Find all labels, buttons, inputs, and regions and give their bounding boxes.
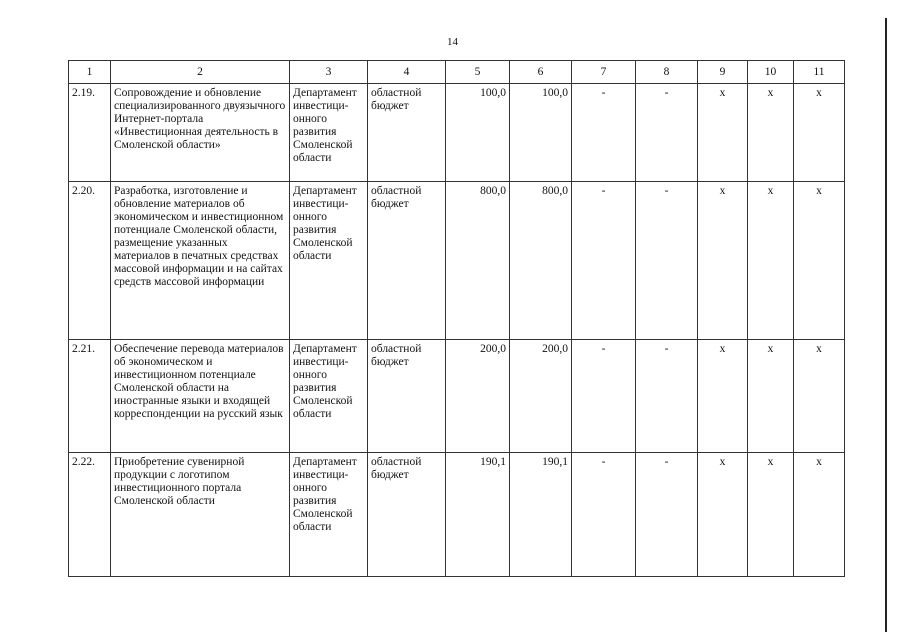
row-executor: Департамент инвестици-онного развития Смоленской области <box>290 182 368 340</box>
page-number: 14 <box>447 36 458 48</box>
row-activity-name: Приобретение сувенирной продукции с логотипом инвестиционного портала Смоленской области <box>111 453 290 577</box>
row-col11-value: х <box>794 340 845 453</box>
column-header: 6 <box>510 61 572 84</box>
table-row <box>69 340 845 453</box>
row-col9-value: х <box>698 182 748 340</box>
row-activity-name: Обеспечение перевода материалов об экономическом и инвестиционном потенциале Смоленской области на иностранные языки и входящей корреспонденции на русский язык <box>111 340 290 453</box>
row-col10-value: х <box>748 453 794 577</box>
column-header: 7 <box>572 61 636 84</box>
row-executor: Департамент инвестици-онного развития Смоленской области <box>290 453 368 577</box>
row-col11-value: х <box>794 453 845 577</box>
row-total-value: 100,0 <box>446 84 510 182</box>
column-header: 8 <box>636 61 698 84</box>
program-activities-table <box>68 60 845 577</box>
row-col8-value: - <box>636 340 698 453</box>
table-row <box>69 453 845 577</box>
row-total-value: 800,0 <box>446 182 510 340</box>
row-col7-value: - <box>572 453 636 577</box>
row-year-value: 190,1 <box>510 453 572 577</box>
row-col8-value: - <box>636 182 698 340</box>
row-col9-value: х <box>698 84 748 182</box>
row-total-value: 190,1 <box>446 453 510 577</box>
row-col9-value: х <box>698 453 748 577</box>
row-funding-source: областной бюджет <box>368 84 446 182</box>
row-total-value: 200,0 <box>446 340 510 453</box>
column-header: 9 <box>698 61 748 84</box>
row-id: 2.20. <box>69 182 111 340</box>
row-col7-value: - <box>572 182 636 340</box>
row-col8-value: - <box>636 453 698 577</box>
column-header: 3 <box>290 61 368 84</box>
row-id: 2.21. <box>69 340 111 453</box>
row-activity-name: Разработка, изготовление и обновление материалов об экономическом и инвестиционном потенциале Смоленской области, размещение указанных материалов в печатных средствах массовой информации и на сайтах средств массовой информации <box>111 182 290 340</box>
row-col7-value: - <box>572 340 636 453</box>
row-col7-value: - <box>572 84 636 182</box>
column-header: 5 <box>446 61 510 84</box>
row-col10-value: х <box>748 340 794 453</box>
column-header: 10 <box>748 61 794 84</box>
column-header: 1 <box>69 61 111 84</box>
page-edge-line <box>885 18 887 632</box>
row-funding-source: областной бюджет <box>368 182 446 340</box>
row-col10-value: х <box>748 84 794 182</box>
column-header: 2 <box>111 61 290 84</box>
row-id: 2.19. <box>69 84 111 182</box>
column-header: 11 <box>794 61 845 84</box>
row-col8-value: - <box>636 84 698 182</box>
row-funding-source: областной бюджет <box>368 340 446 453</box>
row-col9-value: х <box>698 340 748 453</box>
row-executor: Департамент инвестици-онного развития Смоленской области <box>290 340 368 453</box>
row-col11-value: х <box>794 182 845 340</box>
row-col10-value: х <box>748 182 794 340</box>
row-activity-name: Сопровождение и обновление специализированного двуязычного Интернет-портала «Инвестиционная деятельность в Смоленской области» <box>111 84 290 182</box>
row-year-value: 800,0 <box>510 182 572 340</box>
column-number-row <box>69 61 845 84</box>
column-header: 4 <box>368 61 446 84</box>
row-funding-source: областной бюджет <box>368 453 446 577</box>
row-id: 2.22. <box>69 453 111 577</box>
row-year-value: 200,0 <box>510 340 572 453</box>
table-row <box>69 84 845 182</box>
row-year-value: 100,0 <box>510 84 572 182</box>
table-row <box>69 182 845 340</box>
row-col11-value: х <box>794 84 845 182</box>
row-executor: Департамент инвестици-онного развития Смоленской области <box>290 84 368 182</box>
